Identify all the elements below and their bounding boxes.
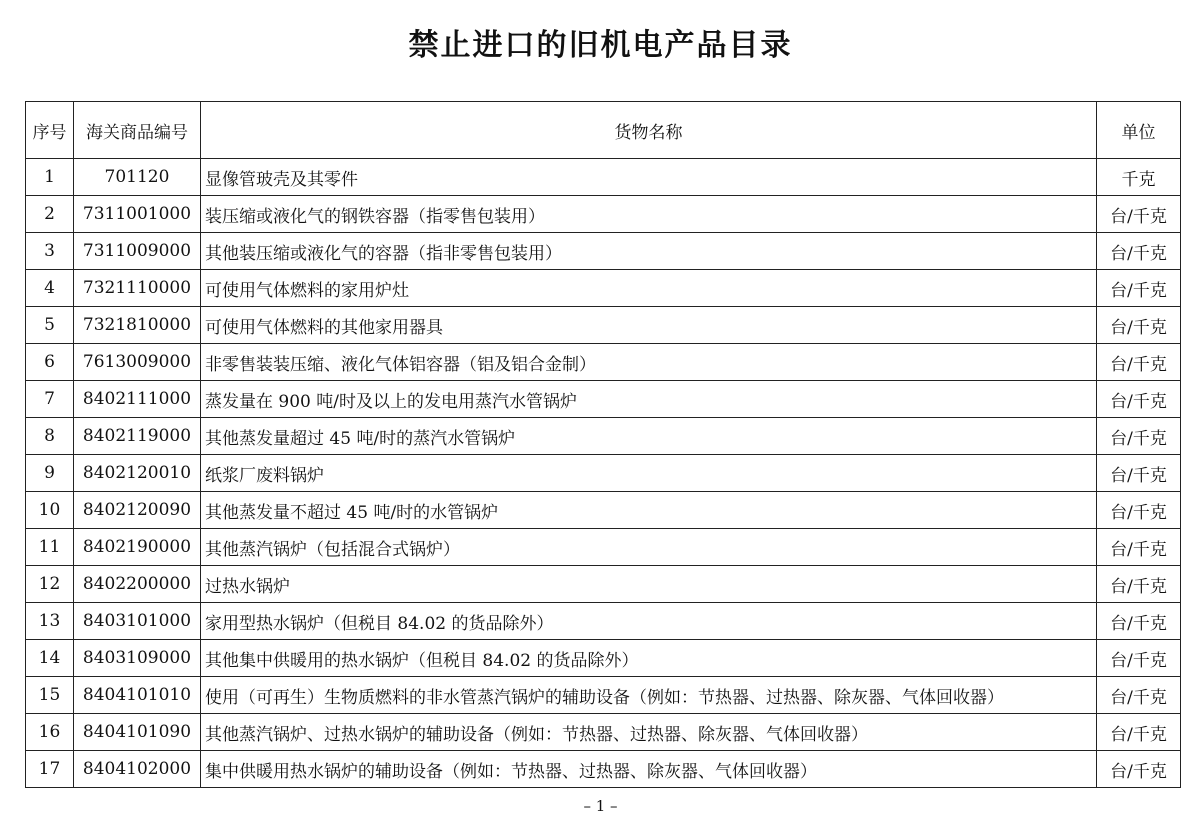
row-unit: 台/千克 bbox=[1097, 492, 1181, 529]
table-header-row bbox=[26, 102, 1181, 159]
row-serial-number: 4 bbox=[26, 270, 74, 307]
row-unit: 台/千克 bbox=[1097, 196, 1181, 233]
row-goods-name: 过热水锅炉 bbox=[201, 566, 1097, 603]
document-title: 禁止进口的旧机电产品目录 bbox=[408, 28, 793, 63]
table-row bbox=[26, 751, 1181, 788]
table-row bbox=[26, 307, 1181, 344]
header-customs-code: 海关商品编号 bbox=[74, 102, 201, 159]
row-customs-code: 8404102000 bbox=[74, 751, 201, 788]
row-unit: 台/千克 bbox=[1097, 677, 1181, 714]
table-row bbox=[26, 714, 1181, 751]
row-goods-name: 纸浆厂废料锅炉 bbox=[201, 455, 1097, 492]
row-unit: 台/千克 bbox=[1097, 640, 1181, 677]
row-unit: 台/千克 bbox=[1097, 714, 1181, 751]
row-unit: 台/千克 bbox=[1097, 455, 1181, 492]
row-goods-name: 其他蒸发量不超过 45 吨/时的水管锅炉 bbox=[201, 492, 1097, 529]
header-unit: 单位 bbox=[1097, 102, 1181, 159]
row-customs-code: 8402111000 bbox=[74, 381, 201, 418]
row-unit: 台/千克 bbox=[1097, 344, 1181, 381]
row-serial-number: 12 bbox=[26, 566, 74, 603]
row-unit: 台/千克 bbox=[1097, 603, 1181, 640]
row-customs-code: 7613009000 bbox=[74, 344, 201, 381]
row-serial-number: 10 bbox=[26, 492, 74, 529]
row-goods-name: 其他装压缩或液化气的容器（指非零售包装用） bbox=[201, 233, 1097, 270]
row-customs-code: 8404101010 bbox=[74, 677, 201, 714]
row-unit: 台/千克 bbox=[1097, 307, 1181, 344]
row-goods-name: 蒸发量在 900 吨/时及以上的发电用蒸汽水管锅炉 bbox=[201, 381, 1097, 418]
row-serial-number: 14 bbox=[26, 640, 74, 677]
row-customs-code: 8402200000 bbox=[74, 566, 201, 603]
row-goods-name: 可使用气体燃料的家用炉灶 bbox=[201, 270, 1097, 307]
row-customs-code: 8402120090 bbox=[74, 492, 201, 529]
row-goods-name: 其他蒸发量超过 45 吨/时的蒸汽水管锅炉 bbox=[201, 418, 1097, 455]
table-row bbox=[26, 492, 1181, 529]
row-serial-number: 5 bbox=[26, 307, 74, 344]
row-customs-code: 7321810000 bbox=[74, 307, 201, 344]
table-row bbox=[26, 381, 1181, 418]
row-customs-code: 7321110000 bbox=[74, 270, 201, 307]
row-goods-name: 使用（可再生）生物质燃料的非水管蒸汽锅炉的辅助设备（例如：节热器、过热器、除灰器、气体回收器） bbox=[201, 677, 1097, 714]
row-goods-name: 显像管玻壳及其零件 bbox=[201, 159, 1097, 196]
row-customs-code: 8402119000 bbox=[74, 418, 201, 455]
row-serial-number: 9 bbox=[26, 455, 74, 492]
row-goods-name: 非零售装装压缩、液化气体铝容器（铝及铝合金制） bbox=[201, 344, 1097, 381]
row-unit: 台/千克 bbox=[1097, 529, 1181, 566]
row-serial-number: 1 bbox=[26, 159, 74, 196]
row-unit: 台/千克 bbox=[1097, 751, 1181, 788]
table-row bbox=[26, 566, 1181, 603]
row-goods-name: 其他蒸汽锅炉（包括混合式锅炉） bbox=[201, 529, 1097, 566]
row-serial-number: 8 bbox=[26, 418, 74, 455]
row-unit: 台/千克 bbox=[1097, 270, 1181, 307]
row-customs-code: 8402190000 bbox=[74, 529, 201, 566]
row-goods-name: 家用型热水锅炉（但税目 84.02 的货品除外） bbox=[201, 603, 1097, 640]
row-unit: 千克 bbox=[1097, 159, 1181, 196]
table-row bbox=[26, 603, 1181, 640]
product-catalog-table bbox=[25, 101, 1181, 788]
row-serial-number: 3 bbox=[26, 233, 74, 270]
row-goods-name: 装压缩或液化气的钢铁容器（指零售包装用） bbox=[201, 196, 1097, 233]
row-customs-code: 8403101000 bbox=[74, 603, 201, 640]
table-row bbox=[26, 640, 1181, 677]
header-goods-name: 货物名称 bbox=[201, 102, 1097, 159]
row-customs-code: 7311001000 bbox=[74, 196, 201, 233]
row-customs-code: 8404101090 bbox=[74, 714, 201, 751]
row-customs-code: 701120 bbox=[74, 159, 201, 196]
row-serial-number: 11 bbox=[26, 529, 74, 566]
table-row bbox=[26, 159, 1181, 196]
table-row bbox=[26, 270, 1181, 307]
table-body bbox=[26, 159, 1181, 788]
row-unit: 台/千克 bbox=[1097, 381, 1181, 418]
row-serial-number: 17 bbox=[26, 751, 74, 788]
row-serial-number: 6 bbox=[26, 344, 74, 381]
row-unit: 台/千克 bbox=[1097, 233, 1181, 270]
table-row bbox=[26, 455, 1181, 492]
table-row bbox=[26, 196, 1181, 233]
row-goods-name: 其他集中供暖用的热水锅炉（但税目 84.02 的货品除外） bbox=[201, 640, 1097, 677]
header-serial-number: 序号 bbox=[26, 102, 74, 159]
table-row bbox=[26, 677, 1181, 714]
row-customs-code: 8402120010 bbox=[74, 455, 201, 492]
table-row bbox=[26, 233, 1181, 270]
table-row bbox=[26, 344, 1181, 381]
row-goods-name: 集中供暖用热水锅炉的辅助设备（例如：节热器、过热器、除灰器、气体回收器） bbox=[201, 751, 1097, 788]
row-goods-name: 其他蒸汽锅炉、过热水锅炉的辅助设备（例如：节热器、过热器、除灰器、气体回收器） bbox=[201, 714, 1097, 751]
table-row bbox=[26, 529, 1181, 566]
row-unit: 台/千克 bbox=[1097, 418, 1181, 455]
row-customs-code: 7311009000 bbox=[74, 233, 201, 270]
row-unit: 台/千克 bbox=[1097, 566, 1181, 603]
row-serial-number: 16 bbox=[26, 714, 74, 751]
row-serial-number: 7 bbox=[26, 381, 74, 418]
row-serial-number: 15 bbox=[26, 677, 74, 714]
row-serial-number: 13 bbox=[26, 603, 74, 640]
table-row bbox=[26, 418, 1181, 455]
page-number: – 1 – bbox=[583, 797, 618, 815]
row-customs-code: 8403109000 bbox=[74, 640, 201, 677]
row-serial-number: 2 bbox=[26, 196, 74, 233]
row-goods-name: 可使用气体燃料的其他家用器具 bbox=[201, 307, 1097, 344]
